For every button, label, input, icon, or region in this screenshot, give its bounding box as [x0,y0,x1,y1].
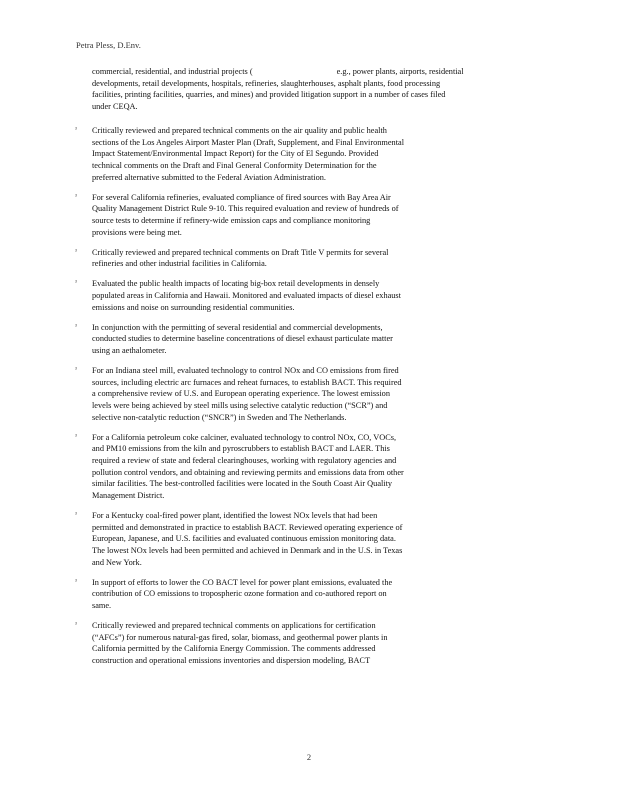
bullet-item [0,278,618,313]
bullet-text: Evaluated the public health impacts of locating big-box retail developments in densely populated areas in California and Hawaii. Monitored and evaluated impacts of diesel exhaust emissions and noise on surrounding residential communities. [92,279,401,312]
bullet-text: For a California petroleum coke calciner, evaluated technology to control NOx, CO, VOCs, and PM10 emissions from the kiln and pyroscrubbers to establish BACT and LAER. This required a review of state and federal clearinghouses, working with regulatory agencies and pollution control vendors, and obtaining and reviewing permits and emissions data from other similar facilities. The best-controlled facilities were located in the South Coast Air Quality Management District. [92,432,404,501]
bullet-marker: ³ [75,323,77,330]
experience-bullet-list [0,125,618,675]
continued-text-end: e.g., power plants, airports, residential developments, retail developments, hospitals, refineries, slaughterhouses, asphalt plants, food processing facilities, printing facilities, quarries, and mines) and provided litigation support in a number of cases filed under CEQA. [92,67,464,112]
bullet-text: For an Indiana steel mill, evaluated technology to control NOx and CO emissions from fired sources, including electric arc furnaces and reheat furnaces, to establish BACT. This required a comprehensive review of U.S. and European operating experience. The lowest emission levels were being achieved by steel mills using selective catalytic reduction (“SCR”) and selective non-catalytic reduction (“SNCR”) in Sweden and The Netherlands. [92,365,402,422]
bullet-marker: ³ [75,193,77,200]
bullet-marker: ³ [75,433,77,440]
bullet-item [0,125,618,184]
bullet-item [0,365,618,424]
bullet-item [0,577,618,612]
bullet-marker: ³ [75,366,77,373]
bullet-marker: ³ [75,578,77,585]
bullet-text: In conjunction with the permitting of several residential and commercial developments, conducted studies to determine baseline concentrations of diesel exhaust particulate matter using an aethalometer. [92,322,393,355]
bullet-item [0,322,618,357]
continued-paragraph [92,66,464,113]
bullet-text: Critically reviewed and prepared technical comments on applications for certification (“AFCs”) for numerous natural-gas fired, solar, biomass, and geothermal power plants in California permitted by the California Energy Commission. The comments addressed construction and operational emissions inventories and dispersion modeling, BACT [92,621,388,666]
bullet-marker: ³ [75,280,77,287]
bullet-marker: ³ [75,127,77,133]
bullet-item [0,432,618,502]
bullet-item [0,247,618,270]
bullet-text: Critically reviewed and prepared technical comments on the air quality and public health sections of the Los Angeles Airport Master Plan (Draft, Supplement, and Final Environmental Impact Statement/Environmental Impact Report) for the City of El Segundo. Provided technical comments on the Draft and Final General Conformity Determination for the preferred alternative submitted to the Federal Aviation Administration. [92,126,404,182]
bullet-marker: ³ [75,512,77,518]
bullet-item [0,192,618,239]
bullet-text: For several California refineries, evaluated compliance of fired sources with Bay Area Air Quality Management District Rule 9-10. This required evaluation and review of hundreds of source tests to determine if refinery-wide emission caps and compliance monitoring provisions were being met. [92,192,399,237]
bullet-marker: ³ [75,248,77,255]
bullet-item [0,620,618,667]
bullet-text: For a Kentucky coal-fired power plant, identified the lowest NOx levels that had been permitted and demonstrated in practice to establish BACT. Reviewed operating experience of European, Japanese, and U.S. facilities and evaluated continuous emission monitoring data. The lowest NOx levels had been permitted and achieved in Denmark and in the U.S. in Texas and New York. [92,511,403,567]
bullet-text: In support of efforts to lower the CO BACT level for power plant emissions, evaluated the contribution of CO emissions to tropospheric ozone formation and co-authored report on same. [92,577,393,611]
bullet-text: Critically reviewed and prepared technical comments on Draft Title V permits for several refineries and other industrial facilities in California. [92,247,389,269]
continued-text-start: commercial, residential, and industrial projects ( [92,67,253,76]
running-header-author: Petra Pless, D.Env. [76,40,141,50]
page-number: 2 [306,752,312,762]
bullet-item [0,510,618,569]
bullet-marker: ³ [75,622,77,628]
